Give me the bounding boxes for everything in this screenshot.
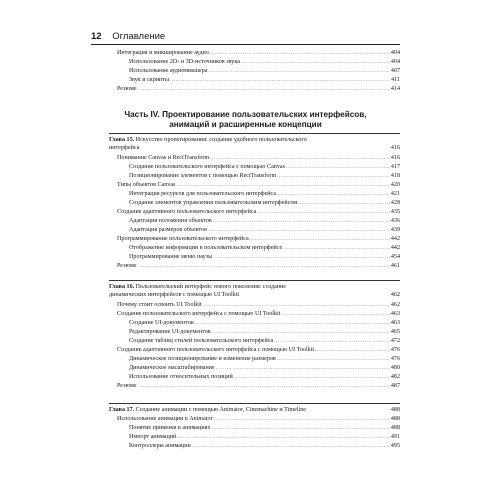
chapter-heading-15[interactable]: Глава 15. Искусство проектирования: создание удобного пользовательского интерфейса 416 <box>109 137 400 151</box>
entry-title: Позиционирование элементов с помощью RectTransform <box>129 173 277 179</box>
entry-title: Редактирование UI-документов <box>129 329 211 335</box>
entry-page: 404 <box>390 50 400 56</box>
entry-title: Использование аудиомикшера <box>129 68 208 74</box>
entry-title: Понятие привязки в анимациях <box>129 425 211 431</box>
entry-title: Создание таблиц стилей пользовательского интерфейса <box>129 338 274 344</box>
entry-page: 480 <box>390 365 400 371</box>
entry-title: Создание адаптивного пользовательского интерфейса <box>117 209 257 215</box>
dot-leader <box>177 434 390 441</box>
entry-page: 436 <box>390 218 400 224</box>
entry-title: Импорт анимаций <box>129 434 177 440</box>
toc-entry[interactable] <box>117 415 400 423</box>
entry-page: 407 <box>390 68 400 74</box>
entry-page: 488 <box>390 416 400 422</box>
entry-title: Адаптация размеров объектов <box>129 227 208 233</box>
entry-title: Адаптация положения объектов <box>129 218 212 224</box>
entry-page: 418 <box>390 173 400 179</box>
entry-title: Использование анимации в Animator <box>117 416 213 422</box>
entry-title: Понимание Canvas и RectTransform <box>117 155 210 161</box>
entry-title: Использование 2D- и 3D-источников звука <box>129 59 240 65</box>
entry-page: 487 <box>390 383 400 389</box>
page-number: 12 <box>91 31 102 42</box>
toc-entry[interactable] <box>129 442 400 450</box>
entry-title: Типы объектов Canvas <box>117 182 176 188</box>
dot-leader <box>212 425 390 432</box>
chapter-heading-16[interactable]: Глава 16. Пользовательский интерфейс нового поколения: создание динамических интерфейсов с помощью UI Toolkit 462 <box>109 284 400 298</box>
entry-title: Программирование пользовательского интерфейса <box>117 236 249 242</box>
entry-page: 439 <box>390 227 400 233</box>
chapter-heading-17[interactable]: Глава 17. Создание анимации с помощью Animator, Cinemachine и Timeline 488 <box>109 407 400 413</box>
entry-page: 482 <box>390 374 400 380</box>
entry-page: 476 <box>390 347 400 353</box>
entry-title: Создание пользовательского интерфейса с помощью UI Toolkit <box>117 311 281 317</box>
entry-title: Динамическое масштабирование <box>129 365 215 371</box>
entry-page: 442 <box>390 245 400 251</box>
entry-title: Создание пользовательского интерфейса с помощью Canvas <box>129 164 285 170</box>
entry-page: 414 <box>390 86 400 92</box>
entry-page: 495 <box>390 443 400 449</box>
entry-page: 472 <box>390 338 400 344</box>
entry-page: 465 <box>390 329 400 335</box>
entry-title: Создание адаптивного пользовательского интерфейса с помощью UI Toolkit <box>117 347 315 353</box>
entry-title: Звук и скрипты <box>129 77 170 83</box>
entry-page: 404 <box>390 59 400 65</box>
entry-title: Программирование меню паузы <box>129 254 213 260</box>
entry-page: 462 <box>390 302 400 308</box>
entry-title: Почему стоит освоить UI Toolkit <box>117 302 202 308</box>
entry-page: 476 <box>390 356 400 362</box>
toc-entry[interactable] <box>129 424 400 432</box>
entry-page: 461 <box>390 263 400 269</box>
entry-title: Резюме <box>117 383 137 389</box>
entry-page: 442 <box>390 236 400 242</box>
entry-page: 416 <box>390 155 400 161</box>
running-title: Оглавление <box>112 31 166 42</box>
entry-page: 411 <box>391 77 400 83</box>
entry-title: Создание элементов управления пользовательским интерфейсом <box>129 200 298 206</box>
entry-page: 488 <box>390 425 400 431</box>
entry-title: Интеграция ресурсов для пользовательского интерфейса <box>129 191 277 197</box>
toc-entry[interactable] <box>129 433 400 441</box>
entry-title: Создание UI-документов <box>129 320 194 326</box>
entry-page: 435 <box>390 209 400 215</box>
dot-leader <box>192 443 390 450</box>
entry-page: 420 <box>390 182 400 188</box>
entry-page: 454 <box>390 254 400 260</box>
entry-page: 463 <box>390 320 400 326</box>
entry-title: Интеграция и микширование аудио <box>117 50 209 56</box>
entry-title: Использование относительных позиций <box>129 374 233 380</box>
entry-title: Отображение информации в пользовательском интерфейсе <box>129 245 283 251</box>
entry-page: 428 <box>390 200 400 206</box>
entry-page: 421 <box>390 191 400 197</box>
entry-page: 417 <box>390 164 400 170</box>
entry-page: 491 <box>390 434 400 440</box>
entry-title: Резюме <box>117 263 137 269</box>
entry-title: Контроллеры анимации <box>129 443 191 449</box>
entry-title: Резюме <box>117 86 137 92</box>
entry-page: 463 <box>390 311 400 317</box>
part-title: Часть IV. Проектирование пользовательских интерфейсов, анимаций и расширенные концепции <box>124 110 367 129</box>
dot-leader <box>214 416 390 423</box>
entry-title: Динамическое позиционирование и изменение размеров <box>129 356 276 362</box>
